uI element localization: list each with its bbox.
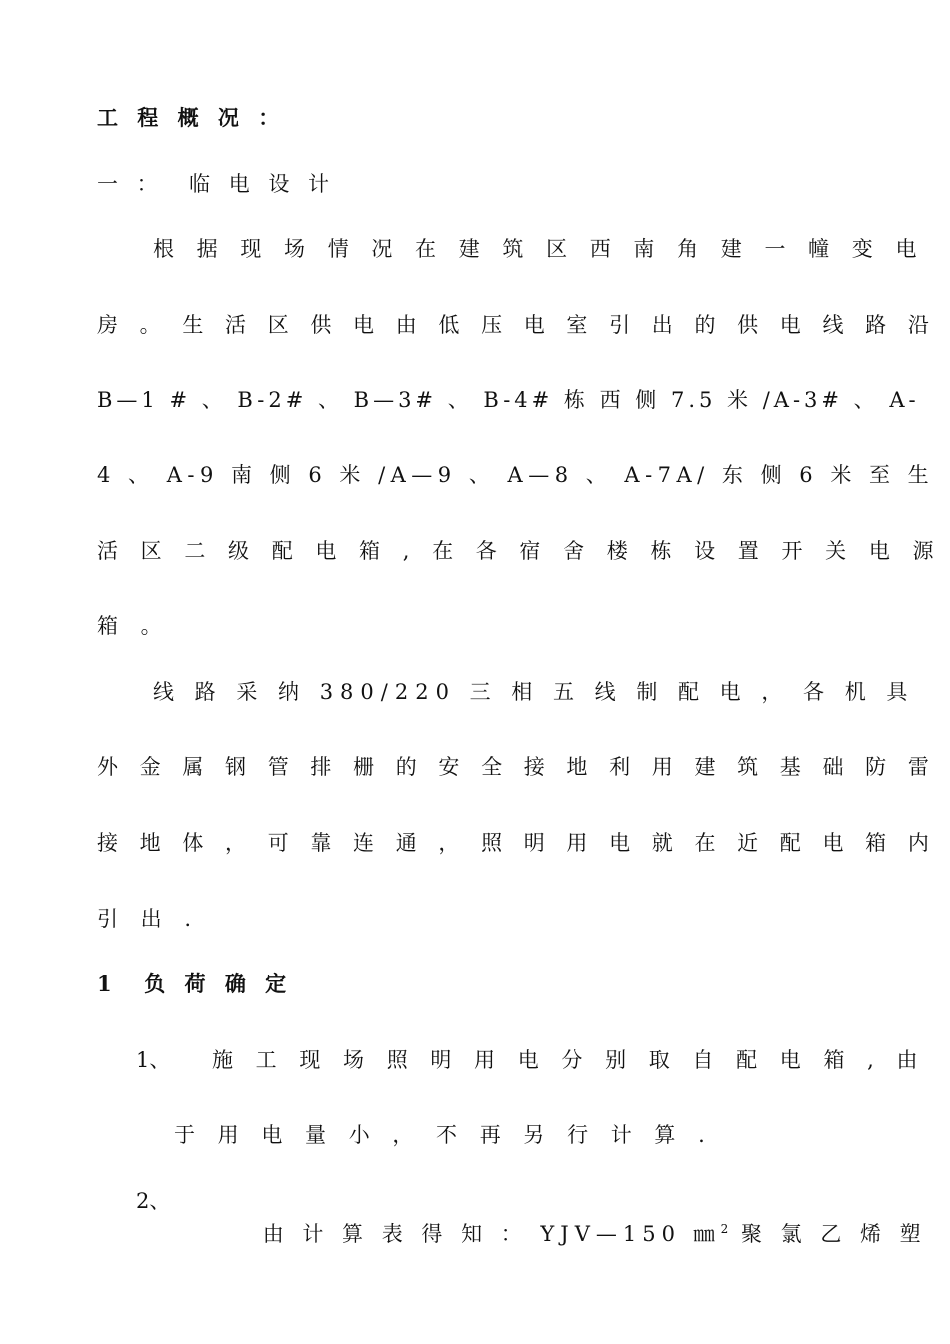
paragraph-line: 线 路 采 纳 380/220 三 相 五 线 制 配 电 ， 各 机 具 xyxy=(153,680,915,704)
paragraph-line: 房 。 生 活 区 供 电 由 低 压 电 室 引 出 的 供 电 线 路 沿 xyxy=(97,313,937,337)
list-item-text-continued: 于 用 电 量 小 ， 不 再 另 行 计 算 . xyxy=(174,1123,713,1147)
paragraph-line: B—1 # 、 B-2# 、 B—3# 、 B-4# 栋 西 侧 7.5 米 /A-3# 、 A- xyxy=(97,388,920,412)
paragraph-line: 引 出 . xyxy=(97,907,200,931)
paragraph-line: 箱 。 xyxy=(97,614,170,638)
list-item-text xyxy=(212,1187,927,1276)
paragraph-line: 4 、 A-9 南 侧 6 米 /A—9 、 A—8 、 A-7A/ 东 侧 6 米 至 生 xyxy=(97,463,935,487)
paragraph-line: 活 区 二 级 配 电 箱 , 在 各 宿 舍 楼 栋 设 置 开 关 电 源 xyxy=(97,539,942,563)
list-item-number: 2、 xyxy=(136,1189,171,1213)
list-item-text-main: 由 计 算 表 得 知 ： YJV—150 ㎜ xyxy=(262,1222,721,1246)
paragraph-line: 根 据 现 场 情 况 在 建 筑 区 西 南 角 建 一 幢 变 电 xyxy=(153,237,925,261)
document-heading: 工 程 概 况 ： xyxy=(97,105,286,130)
list-item-text: 施 工 现 场 照 明 用 电 分 别 取 自 配 电 箱 , 由 xyxy=(212,1048,926,1072)
section-title-temporary-power: 一 ： 临 电 设 计 xyxy=(97,172,336,196)
list-item-number: 1、 xyxy=(136,1048,171,1072)
paragraph-line: 接 地 体 ， 可 靠 连 通 ， 照 明 用 电 就 在 近 配 电 箱 内 xyxy=(97,831,937,855)
superscript: 2 xyxy=(720,1222,729,1236)
section-title-load-determination: 1 负 荷 确 定 xyxy=(97,971,293,996)
paragraph-line: 外 金 属 钢 管 排 栅 的 安 全 接 地 利 用 建 筑 基 础 防 雷 xyxy=(97,755,937,779)
list-item-text-tail: 聚 氯 乙 烯 塑 xyxy=(740,1222,927,1246)
